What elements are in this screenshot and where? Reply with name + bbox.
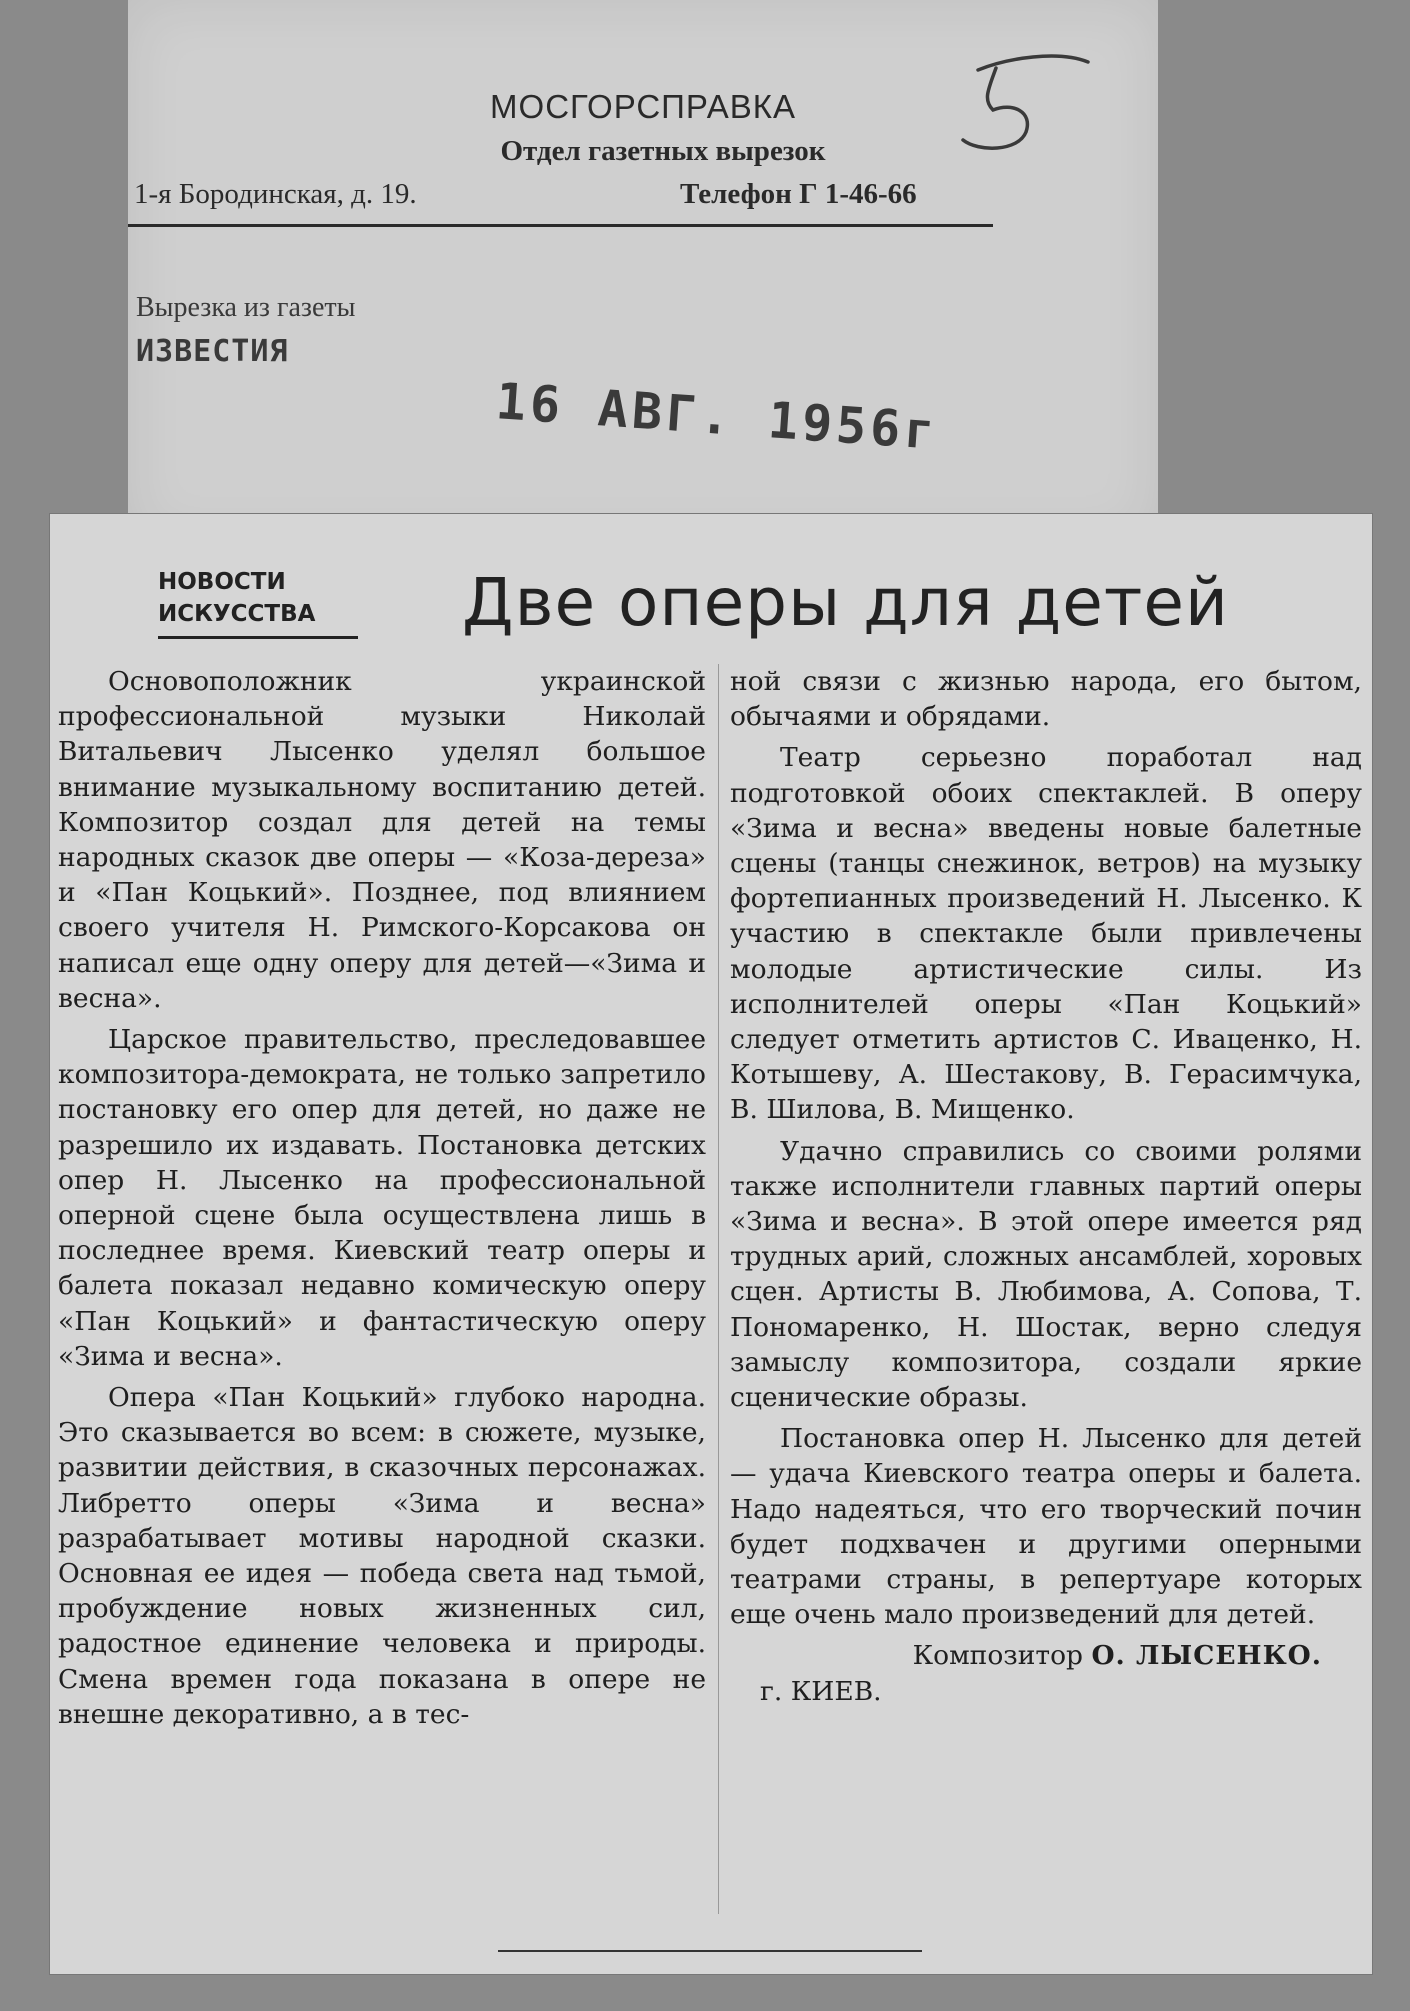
card-divider [128,224,993,227]
date-stamp: 16 АВГ. 1956г [493,372,941,461]
paragraph: Опера «Пан Коцький» глубоко народна. Это сказывается во всем: в сюжете, музыке, развитии действия, в сказочных персонажах. Либретто оперы «Зима и весна» разрабатывает мотивы народной сказки. Основная ее идея — победа света над тьмой, пробуждение новых жизненных сил, радостное единение человека и природы. Смена времен года показана в опере не внешне декоративно, а в тес- [58,1382,706,1730]
department-name: Отдел газетных вырезок [500,135,826,167]
clip-from-label: Вырезка из газеты [136,292,356,323]
paragraph: Основоположник украинской профессиональной музыки Николай Витальевич Лысенко уделял большое внимание музыкальному воспитанию детей. Композитор создал для детей на темы народных сказок две оперы — «Коза-дереза» и «Пан Коцький». Позднее, под влиянием своего учителя Н. Римского-Корсакова он написал еще одну оперу для детей—«Зима и весна». [58,666,706,1014]
dateline-city: г. КИЕВ. [760,1675,882,1707]
rubric-line-1: НОВОСТИ [158,569,286,595]
section-rubric [158,566,358,639]
agency-address: 1-я Бородинская, д. 19. [134,178,417,210]
paragraph: Театр серьезно поработал над подготовкой обоих спектаклей. В оперу «Зима и весна» введены новые балетные сцены (танцы снежинок, ветров) на музыку фортепианных произведений Н. Лысенко. К участию в спектакле были привлечены молодые артистические силы. Из исполнителей оперы «Пан Коцький» следует отметить артистов С. Иваценко, Н. Котышеву, А. Шестакову, В. Герасимчука, В. Шилова, В. Мищенко. [730,742,1362,1126]
article-column-1 [58,664,706,1738]
column-divider [718,664,719,1914]
article-column-2 [730,664,1362,1715]
closing-rule [498,1950,922,1952]
paragraph: Удачно справились со своими ролями также исполнители главных партий оперы «Зима и весна». В этой опере имеется ряд трудных арий, сложных ансамблей, хоровых сцен. Артисты В. Любимова, А. Сопова, Т. Пономаренко, Н. Шостак, верно следуя замыслу композитора, создали яркие сценические образы. [730,1135,1362,1414]
author-signature [730,1638,1362,1673]
article-headline: Две оперы для детей [462,564,1229,641]
author-role: Композитор [912,1640,1083,1672]
rubric-line-2: ИСКУССТВА [158,601,316,627]
paragraph: Царское правительство, преследовавшее композитора-демократа, не только запретило постановку его опер для детей, но даже не разрешило их издавать. Постановка детских опер Н. Лысенко на профессиональной оперной сцене была осуществлена лишь в последнее время. Киевский театр оперы и балета показал недавно комическую оперу «Пан Коцький» и фантастическую оперу «Зима и весна». [58,1024,706,1372]
archive-label-card [128,0,1158,545]
agency-name: МОСГОРСПРАВКА [490,88,796,125]
newspaper-name: ИЗВЕСТИЯ [136,334,289,369]
newspaper-clipping [50,514,1372,1974]
paragraph: ной связи с жизнью народа, его бытом, обычаями и обрядами. [730,666,1362,733]
paragraph: Постановка опер Н. Лысенко для детей — удача Киевского театра оперы и балета. Надо надеяться, что его творческий почин будет подхвачен и другими оперными театрами страны, в репертуаре которых еще очень мало произведений для детей. [730,1423,1362,1631]
agency-phone: Телефон Г 1-46-66 [680,178,917,210]
handwritten-mark-icon [938,40,1108,170]
author-name: О. ЛЫСЕНКО. [1091,1640,1322,1672]
